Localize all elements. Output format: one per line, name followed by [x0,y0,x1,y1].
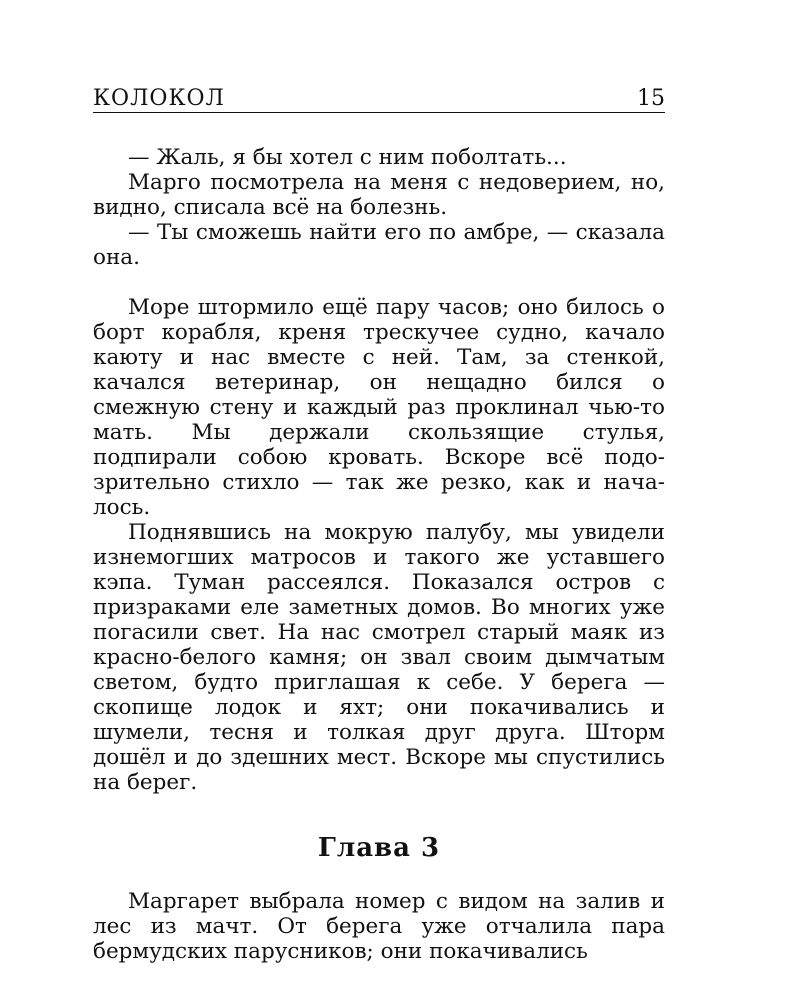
running-title: КОЛОКОЛ [93,86,225,111]
paragraph: Море штормило ещё пару часов; оно билось о борт корабля, креня трескучее судно, качало каюту и нас вместе с ней. Там, за стенкой, качался ветеринар, он нещадно бился о смежную стену и каждый раз проклинал чью-то мать. Мы держали скользящие стулья, подпирали собою кровать. Вскоре всё подозрительно стихло — так же резко, как и началось. [93,295,665,520]
paragraph: Поднявшись на мокрую палубу, мы увидели изнемогших матросов и такого же уставшего кэпа. Туман рассеялся. Показался остров с призраками еле заметных домов. Во многих уже погасили свет. На нас смотрел старый маяк из красно-белого камня; он звал своим дымчатым светом, будто приглашая к себе. У берега — скопище лодок и яхт; они покачивались и шумели, тесня и толкая друг друга. Шторм дошёл и до здешних мест. Вскоре мы спустились на берег. [93,520,665,795]
page-number: 15 [637,86,665,111]
paragraph: — Ты сможешь найти его по амбре, — сказала она. [93,220,665,270]
paragraph: — Жаль, я бы хотел с ним поболтать... [128,145,567,170]
section-break [93,270,665,295]
paragraph: Марго посмотрела на меня с недоверием, но, видно, списала всё на болезнь. [93,170,665,220]
paragraph: Маргарет выбрала номер с видом на залив и лес из мачт. От берега уже отчалила пара бермудских парусников; они покачивались [93,889,665,964]
running-head [93,86,665,113]
text-block [93,145,665,964]
chapter-title: Глава 3 [317,833,441,863]
